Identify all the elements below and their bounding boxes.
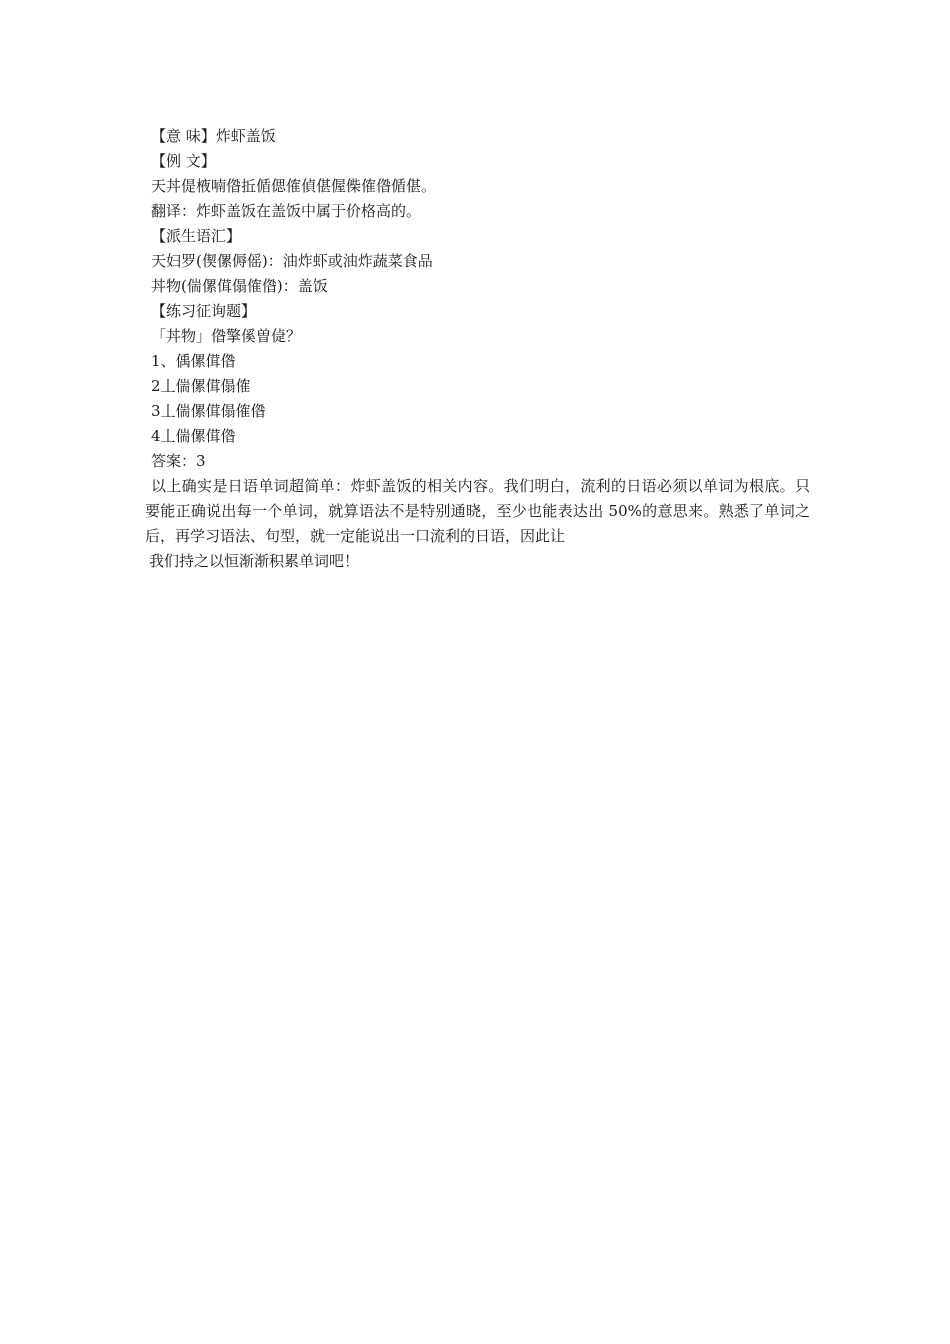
option-item: 4丄偳傫傇偺 [151,427,236,445]
option-item: 2丄偳傫傇傝傕 [151,377,251,395]
document-body [145,124,810,574]
derived-item: 丼物(偳傫傇傝傕偺)：盖饭 [151,277,328,295]
derived-heading: 【派生语汇】 [151,227,242,245]
example-sentence: 天丼偍棭喃偺拞偱偲傕偵偡偓偨傕偺偱偡。 [151,177,437,195]
option-item: 1、偊傫傇偺 [151,352,236,370]
closing-paragraph: 以上确实是日语单词超简单：炸虾盖饭的相关内容。我们明白，流利的日语必须以单词为根底。只要能正确说出每一个单词，就算语法不是特别通晓，至少也能表达出 50%的意思来。熟悉了单词之后，再学习语法、句型，就一定能说出一口流利的日语，因此让 [145,477,810,545]
derived-item: 天妇罗(偰傫傉傜)：油炸虾或油炸蔬菜食品 [151,252,433,270]
translation-line: 翻译：炸虾盖饭在盖饭中属于价格高的。 [151,202,422,220]
meaning-line: 【意 味】炸虾盖饭 [151,127,276,145]
example-heading: 【例 文】 [151,152,216,170]
option-item: 3丄偳傫傇傝傕偺 [151,402,266,420]
answer-line: 答案：3 [151,452,206,470]
closing-tail: 我们持之以恒渐渐积累单词吧！ [149,552,360,570]
exercise-question: 「丼物」偺擎傒曽偼？ [151,327,302,345]
exercise-heading: 【练习征询题】 [151,302,257,320]
